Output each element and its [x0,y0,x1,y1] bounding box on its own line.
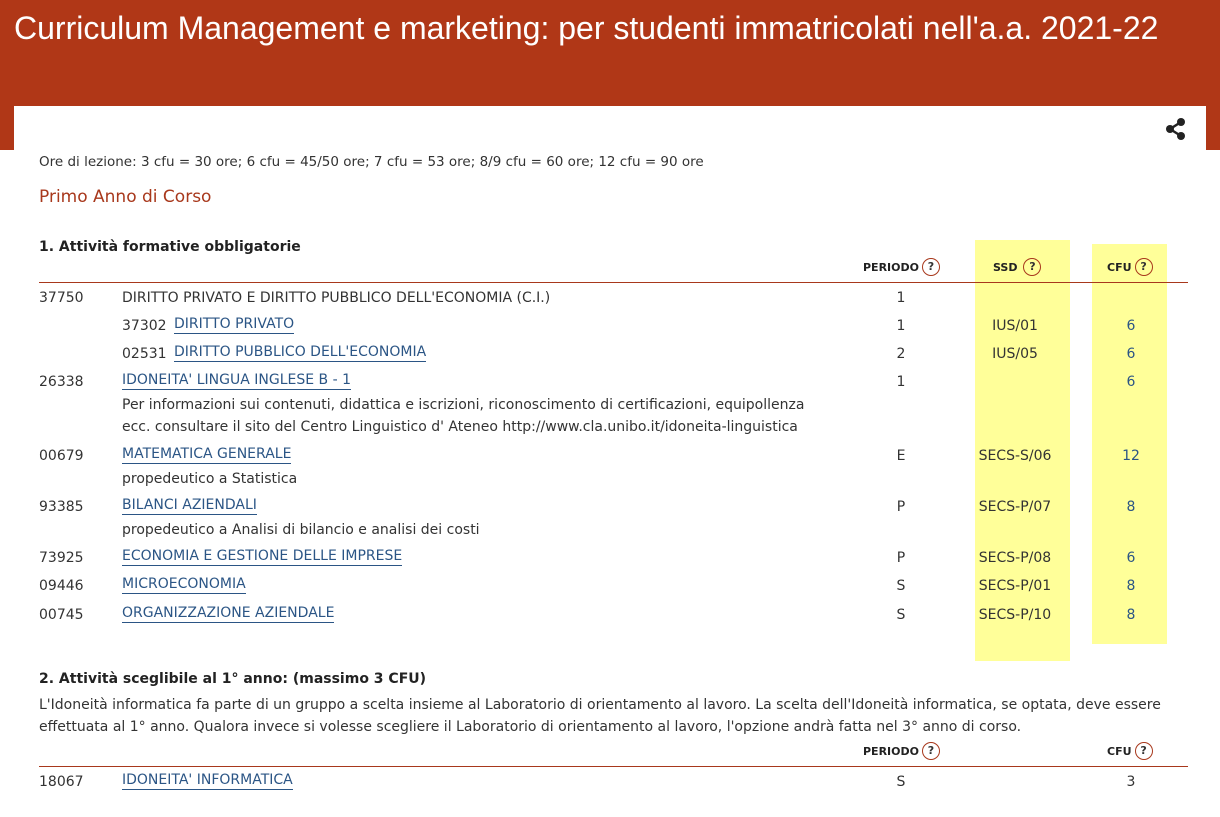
course-ssd: IUS/05 [992,346,1038,362]
course-link[interactable]: DIRITTO PRIVATO [174,316,295,332]
table-row [0,604,1220,626]
course-ssd: SECS-P/07 [978,499,1052,515]
course-description: propedeutico a Statistica [122,471,298,487]
table-row [0,343,1220,365]
table-row [0,287,1220,309]
course-link[interactable]: MICROECONOMIA [122,576,246,592]
course-description: ecc. consultare il sito del Centro Linguistico d' Ateneo http://www.cla.unibo.it/idoneita-linguistica [122,419,798,435]
course-description: propedeutico a Analisi di bilancio e analisi dei costi [122,522,480,538]
course-periodo: S [896,607,906,623]
course-code: 00679 [39,448,84,464]
course-code: 18067 [39,774,84,790]
course-cfu: 6 [1126,374,1136,390]
cfu-header [1107,258,1153,276]
course-cfu: 6 [1126,318,1136,334]
course-ssd: SECS-P/10 [978,607,1052,623]
share-icon[interactable] [1163,116,1189,142]
course-periodo: 1 [896,318,906,334]
course-cfu: 12 [1122,448,1140,464]
course-periodo: P [896,499,906,515]
course-code: 73925 [39,550,84,566]
ssd-header-label: SSD [993,260,1018,274]
table-row [0,315,1220,337]
table-row [0,771,1220,793]
course-link[interactable]: ECONOMIA E GESTIONE DELLE IMPRESE [122,548,403,564]
cfu-header [1107,742,1153,760]
periodo-help-icon[interactable]: ? [922,258,940,276]
course-ssd: SECS-S/06 [978,448,1052,464]
course-link[interactable]: DIRITTO PUBBLICO DELL'ECONOMIA [174,344,427,360]
course-cfu: 8 [1126,607,1136,623]
section2-divider [39,766,1188,767]
course-link[interactable]: IDONEITA' LINGUA INGLESE B - 1 [122,372,351,388]
course-periodo: 2 [896,346,906,362]
course-periodo: S [896,578,906,594]
course-code: 00745 [39,607,84,623]
section1-title: 1. Attività formative obbligatorie [39,239,301,255]
course-ssd: SECS-P/08 [978,550,1052,566]
course-periodo: E [896,448,906,464]
year-heading: Primo Anno di Corso [39,187,212,207]
section2-title: 2. Attività sceglibile al 1° anno: (massimo 3 CFU) [39,671,427,687]
course-code: 09446 [39,578,84,594]
course-code: 37750 [39,290,84,306]
course-code: 02531 [122,346,167,362]
table-row [0,445,1220,467]
table-row [0,547,1220,569]
course-periodo: S [896,774,906,790]
cfu-help-icon[interactable]: ? [1135,258,1153,276]
periodo-header-label: PERIODO [863,260,919,274]
course-periodo: 1 [896,290,906,306]
course-periodo: 1 [896,374,906,390]
course-cfu: 8 [1126,578,1136,594]
table-row [0,371,1220,393]
course-ssd: IUS/01 [992,318,1038,334]
table-row [0,496,1220,518]
course-link[interactable]: IDONEITA' INFORMATICA [122,772,293,788]
periodo-header [863,258,940,276]
course-cfu: 8 [1126,499,1136,515]
course-name: DIRITTO PRIVATO E DIRITTO PUBBLICO DELL'ECONOMIA (C.I.) [122,290,551,306]
section1-divider [39,282,1188,283]
cfu-header-label: CFU [1107,744,1132,758]
course-code: 93385 [39,499,84,515]
page-title: Curriculum Management e marketing: per studenti immatricolati nell'a.a. 2021-22 [14,10,1159,46]
table-row [0,575,1220,597]
course-description: Per informazioni sui contenuti, didattica e iscrizioni, riconoscimento di certificazioni, equipollenza [122,397,805,413]
lecture-hours-note: Ore di lezione: 3 cfu = 30 ore; 6 cfu = 45/50 ore; 7 cfu = 53 ore; 8/9 cfu = 60 ore; 12 cfu = 90 ore [39,154,704,170]
course-link[interactable]: BILANCI AZIENDALI [122,497,257,513]
periodo-help-icon[interactable]: ? [922,742,940,760]
course-cfu: 6 [1126,346,1136,362]
course-link[interactable]: MATEMATICA GENERALE [122,446,292,462]
section2-description: L'Idoneità informatica fa parte di un gruppo a scelta insieme al Laboratorio di orientamento al lavoro. La scelta dell'Idoneità informatica, se optata, deve essere effettuata al 1° anno. Qualora invece si volesse scegliere il Laboratorio di orientamento al lavoro, l'opzione andrà fatta nel 3° anno di corso. [39,697,1161,735]
course-code: 37302 [122,318,167,334]
course-ssd: SECS-P/01 [978,578,1052,594]
periodo-header [863,742,940,760]
course-cfu: 3 [1126,774,1136,790]
periodo-header-label: PERIODO [863,744,919,758]
ssd-header [993,258,1041,276]
course-code: 26338 [39,374,84,390]
cfu-header-label: CFU [1107,260,1132,274]
course-cfu: 6 [1126,550,1136,566]
cfu-help-icon[interactable]: ? [1135,742,1153,760]
ssd-help-icon[interactable]: ? [1023,258,1041,276]
course-periodo: P [896,550,906,566]
course-link[interactable]: ORGANIZZAZIONE AZIENDALE [122,605,335,621]
